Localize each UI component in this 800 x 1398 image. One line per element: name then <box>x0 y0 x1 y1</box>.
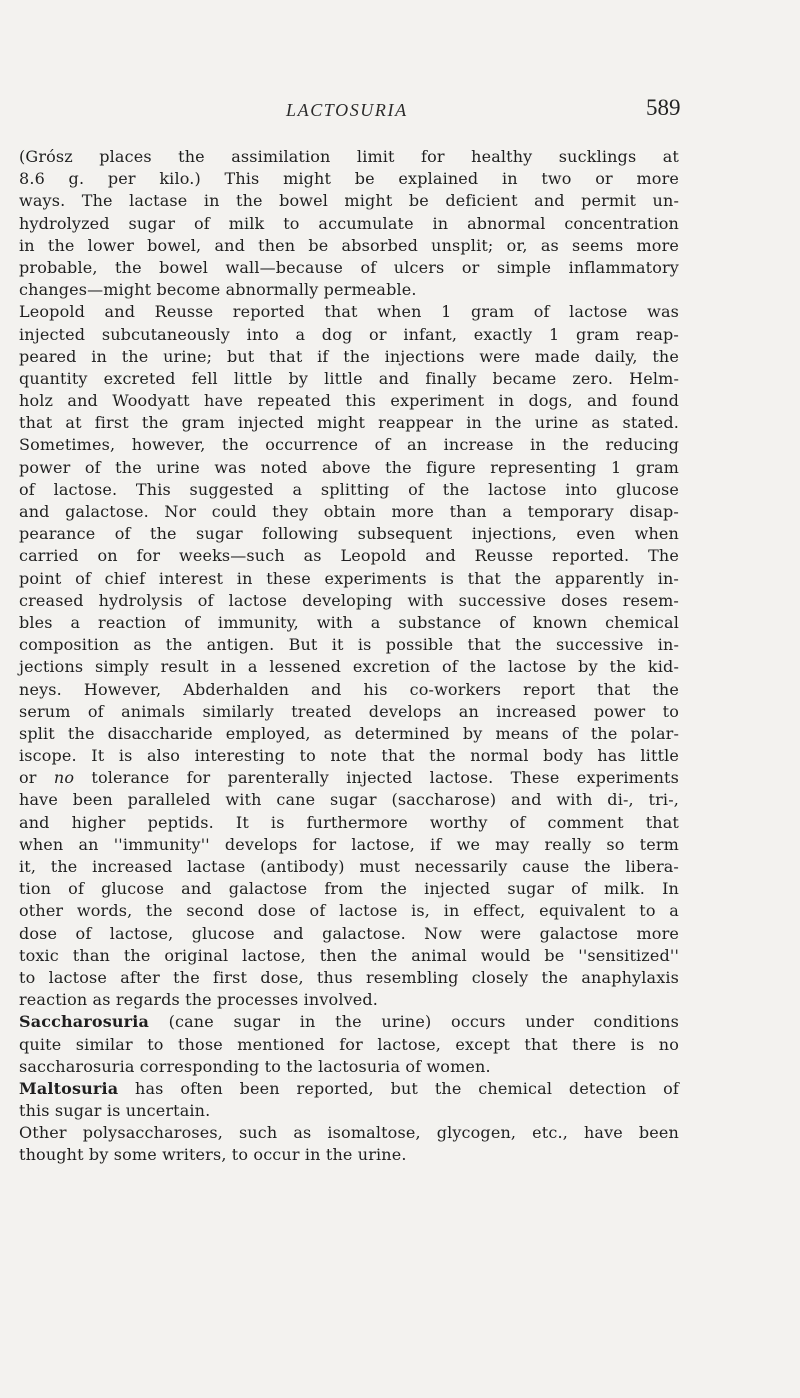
text-line <box>19 523 679 545</box>
text-segment: carried on for weeks—such as Leopold and Reusse reported. The <box>19 546 679 566</box>
text-segment: Leopold and Reusse reported that when 1 gram of lactose was <box>19 302 679 322</box>
text-line <box>19 789 679 811</box>
text-segment: have been paralleled with cane sugar (saccharose) and with di-, tri-, <box>19 790 679 810</box>
text-line <box>19 301 679 323</box>
text-segment: it, the increased lactase (antibody) must necessarily cause the libera- <box>19 857 679 876</box>
text-line <box>19 346 679 368</box>
text-line <box>19 656 679 678</box>
text-line <box>19 945 679 967</box>
text-line <box>19 457 679 479</box>
text-segment: changes—might become abnormally permeable. <box>19 280 417 300</box>
bold-run-in-heading: Saccharosuria <box>19 1012 149 1032</box>
text-segment: quite similar to those mentioned for lactose, except that there is no <box>19 1034 679 1054</box>
text-segment: creased hydrolysis of lactose developing with successive doses resem- <box>19 590 679 610</box>
text-line <box>19 545 679 567</box>
text-line <box>19 878 679 900</box>
text-line <box>19 390 679 412</box>
text-segment: holz and Woodyatt have repeated this experiment in dogs, and found <box>19 391 679 411</box>
text-segment: quantity excreted fell little by little and finally became zero. Helm- <box>19 368 679 388</box>
text-line <box>19 1078 679 1100</box>
text-line <box>19 834 679 856</box>
text-segment: to lactose after the first dose, thus resembling closely the anaphylaxis <box>19 967 679 987</box>
text-line <box>19 257 679 279</box>
text-segment: toxic than the original lactose, then the animal would be ''sensitized'' <box>19 945 679 965</box>
text-segment: bles a reaction of immunity, with a substance of known chemical <box>19 612 679 632</box>
text-line <box>19 634 679 656</box>
text-line <box>19 1122 679 1144</box>
text-segment: power of the urine was noted above the figure representing 1 gram <box>19 457 679 477</box>
text-line <box>19 590 679 612</box>
page-header <box>0 76 800 120</box>
text-line <box>19 412 679 434</box>
text-line <box>19 1011 679 1033</box>
body-text <box>19 146 679 1167</box>
text-line <box>19 856 679 878</box>
bold-run-in-heading: Maltosuria <box>19 1078 119 1098</box>
text-line <box>19 989 679 1011</box>
text-segment: dose of lactose, glucose and galactose. Now were galactose more <box>19 923 679 943</box>
text-line <box>19 479 679 501</box>
text-segment: saccharosuria corresponding to the lactosuria of women. <box>19 1056 491 1076</box>
text-line <box>19 434 679 456</box>
text-segment: tolerance for parenterally injected lactose. These experiments <box>74 768 679 788</box>
text-segment: (cane sugar in the urine) occurs under conditions <box>148 1012 679 1032</box>
text-line <box>19 679 679 701</box>
text-line <box>19 1100 679 1122</box>
text-segment: split the disaccharide employed, as determined by means of the polar- <box>19 723 679 743</box>
text-segment: (Grósz places the assimilation limit for healthy sucklings at <box>19 147 679 166</box>
text-segment: in the lower bowel, and then be absorbed unsplit; or, as seems more <box>19 235 679 255</box>
text-line <box>19 612 679 634</box>
text-segment: thought by some writers, to occur in the urine. <box>19 1145 407 1165</box>
text-segment: other words, the second dose of lactose is, in effect, equivalent to a <box>19 901 679 921</box>
text-line <box>19 501 679 523</box>
text-line <box>19 745 679 767</box>
text-line <box>19 279 679 301</box>
text-segment: reaction as regards the processes involved. <box>19 990 379 1010</box>
text-segment: probable, the bowel wall—because of ulcers or simple inflammatory <box>19 257 679 277</box>
text-segment: injected subcutaneously into a dog or infant, exactly 1 gram reap- <box>19 324 679 344</box>
text-line <box>19 168 679 190</box>
text-line <box>19 967 679 989</box>
text-segment: serum of animals similarly treated develops an increased power to <box>19 701 679 721</box>
text-segment: 8.6 g. per kilo.) This might be explained in two or more <box>19 169 679 189</box>
text-line <box>19 900 679 922</box>
text-segment: tion of glucose and galactose from the injected sugar of milk. In <box>19 879 679 899</box>
text-line <box>19 568 679 590</box>
text-segment: this sugar is uncertain. <box>19 1101 211 1121</box>
text-segment: point of chief interest in these experiments is that the apparently in- <box>19 568 679 588</box>
text-segment: Sometimes, however, the occurrence of an increase in the reducing <box>19 435 679 455</box>
text-line <box>19 190 679 212</box>
text-segment: and higher peptids. It is furthermore worthy of comment that <box>19 812 679 832</box>
text-line <box>19 324 679 346</box>
text-line <box>19 923 679 945</box>
text-line <box>19 235 679 257</box>
text-segment: pearance of the sugar following subsequent injections, even when <box>19 524 679 544</box>
text-line <box>19 1056 679 1078</box>
italic-text: no <box>53 768 75 788</box>
text-line <box>19 1144 679 1166</box>
text-segment: has often been reported, but the chemical detection of <box>118 1078 679 1098</box>
text-segment: Other polysaccharoses, such as isomaltose, glycogen, etc., have been <box>19 1123 679 1143</box>
text-line <box>19 213 679 235</box>
page-number: 589 <box>646 95 681 120</box>
text-segment: hydrolyzed sugar of milk to accumulate in abnormal concentration <box>19 213 679 233</box>
text-segment: peared in the urine; but that if the injections were made daily, the <box>19 346 679 366</box>
text-segment: and galactose. Nor could they obtain more than a temporary disap- <box>19 502 679 521</box>
text-segment: neys. However, Abderhalden and his co-workers report that the <box>19 679 679 699</box>
text-segment: or <box>19 768 54 788</box>
text-segment: that at first the gram injected might reappear in the urine as stated. <box>19 413 679 433</box>
running-head: LACTOSURIA <box>286 100 408 120</box>
text-line <box>19 767 679 789</box>
text-line <box>19 812 679 834</box>
text-segment: composition as the antigen. But it is possible that the successive in- <box>19 635 679 655</box>
text-line <box>19 723 679 745</box>
text-line <box>19 701 679 723</box>
text-line <box>19 1034 679 1056</box>
text-line <box>19 368 679 390</box>
text-segment: jections simply result in a lessened excretion of the lactose by the kid- <box>19 657 679 677</box>
text-segment: when an ''immunity'' develops for lactose, if we may really so term <box>19 834 679 854</box>
text-segment: ways. The lactase in the bowel might be deficient and permit un- <box>19 191 679 211</box>
text-segment: of lactose. This suggested a splitting of the lactose into glucose <box>19 479 679 499</box>
text-line <box>19 146 679 168</box>
text-segment: iscope. It is also interesting to note that the normal body has little <box>19 746 679 766</box>
